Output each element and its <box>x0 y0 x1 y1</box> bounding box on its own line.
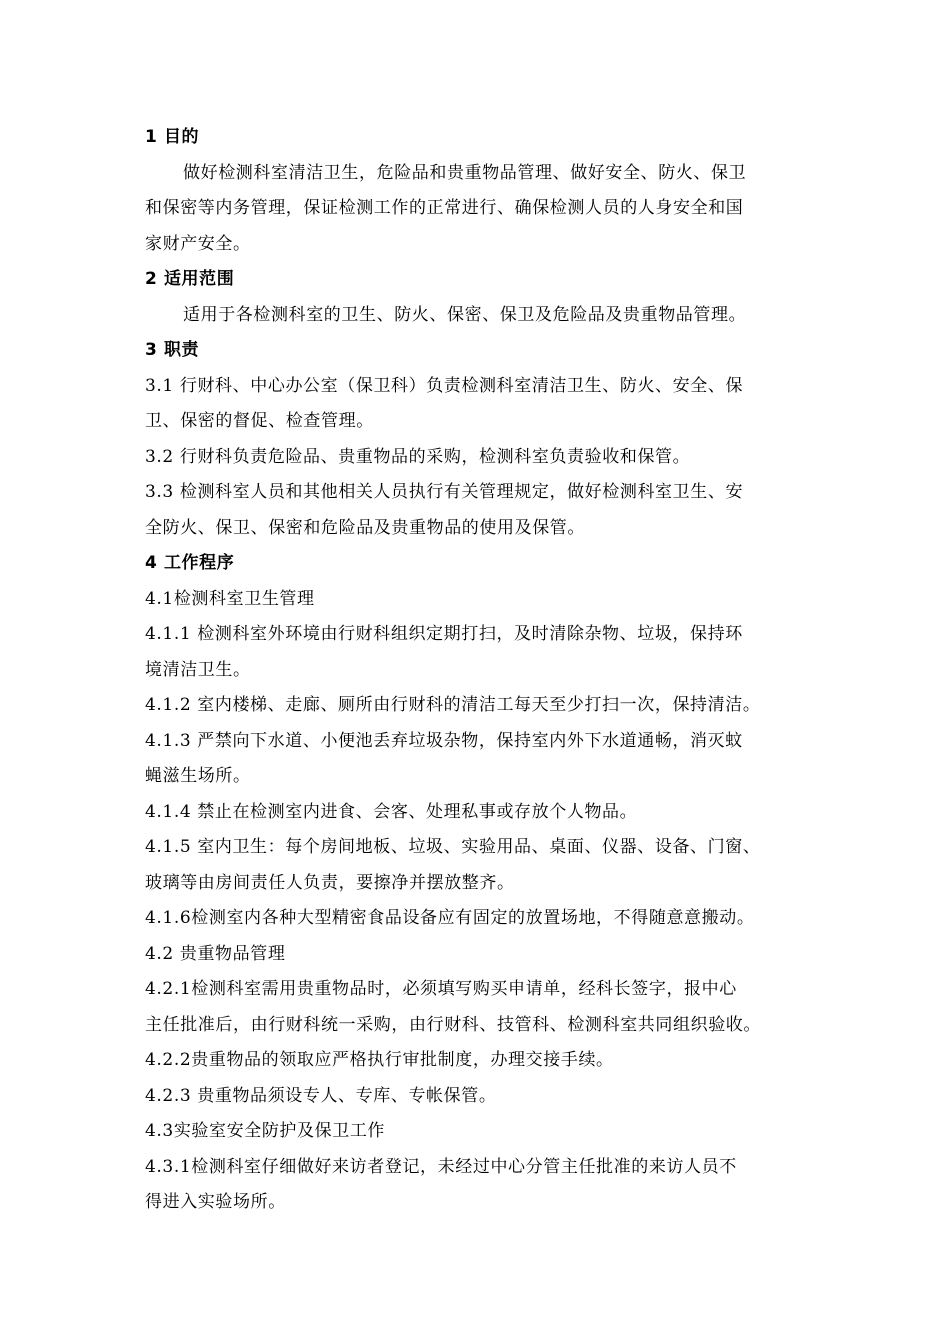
paragraph-line: 4.1.1 检测科室外环境由行财科组织定期打扫，及时清除杂物、垃圾，保持环 <box>145 624 743 644</box>
paragraph-line: 4.1.3 严禁向下水道、小便池丢弃垃圾杂物，保持室内外下水道通畅，消灭蚊 <box>145 730 743 751</box>
paragraph-line: 做好检测科室清洁卫生，危险品和贵重物品管理、做好安全、防火、保卫 <box>183 162 747 183</box>
paragraph-line: 得进入实验场所。 <box>145 1192 286 1212</box>
paragraph-line: 4.1.2 室内楼梯、走廊、厕所由行财科的清洁工每天至少打扫一次，保持清洁。 <box>145 695 761 715</box>
paragraph-line: 3.3 检测科室人员和其他相关人员执行有关管理规定，做好检测科室卫生、安 <box>145 482 744 502</box>
section-heading-scope: 2 适用范围 <box>145 269 235 289</box>
paragraph-line: 主任批准后，由行财科统一采购，由行财科、技管科、检测科室共同组织验收。 <box>145 1014 761 1035</box>
document-page <box>145 120 815 1221</box>
paragraph-line: 3.2 行财科负责危险品、贵重物品的采购，检测科室负责验收和保管。 <box>145 446 691 467</box>
paragraph-line: 4.2.3 贵重物品须设专人、专库、专帐保管。 <box>145 1085 497 1106</box>
paragraph-line: 家财产安全。 <box>145 233 251 254</box>
subsection-heading: 4.2 贵重物品管理 <box>145 943 286 964</box>
paragraph-line: 和保密等内务管理，保证检测工作的正常进行、确保检测人员的人身安全和国 <box>145 198 744 218</box>
paragraph-line: 全防火、保卫、保密和危险品及贵重物品的使用及保管。 <box>145 517 585 538</box>
paragraph-line: 适用于各检测科室的卫生、防火、保密、保卫及危险品及贵重物品管理。 <box>183 304 747 325</box>
section-heading-procedure: 4 工作程序 <box>145 553 235 573</box>
paragraph-line: 3.1 行财科、中心办公室（保卫科）负责检测科室清洁卫生、防火、安全、保 <box>145 375 744 396</box>
section-heading-purpose: 1 目的 <box>145 127 200 147</box>
paragraph-line: 4.1.6检测室内各种大型精密食品设备应有固定的放置场地，不得随意意搬动。 <box>145 908 755 928</box>
paragraph-line: 玻璃等由房间责任人负责，要擦净并摆放整齐。 <box>145 872 515 893</box>
paragraph-line: 境清洁卫生。 <box>145 659 251 680</box>
paragraph-line: 4.1.4 禁止在检测室内进食、会客、处理私事或存放个人物品。 <box>145 801 638 822</box>
section-heading-responsibilities: 3 职责 <box>145 340 200 360</box>
paragraph-line: 卫、保密的督促、检查管理。 <box>145 411 374 431</box>
paragraph-line: 4.1.5 室内卫生：每个房间地板、垃圾、实验用品、桌面、仪器、设备、门窗、 <box>145 837 761 857</box>
paragraph-line: 4.2.1检测科室需用贵重物品时，必须填写购买申请单，经科长签字，报中心 <box>145 979 737 999</box>
paragraph-line: 4.2.2贵重物品的领取应严格执行审批制度，办理交接手续。 <box>145 1050 614 1070</box>
paragraph-line: 4.3.1检测科室仔细做好来访者登记，未经过中心分管主任批准的来访人员不 <box>145 1156 737 1177</box>
paragraph-line: 蝇滋生场所。 <box>145 766 251 786</box>
subsection-heading: 4.3实验室安全防护及保卫工作 <box>145 1121 386 1141</box>
subsection-heading: 4.1检测科室卫生管理 <box>145 588 315 609</box>
